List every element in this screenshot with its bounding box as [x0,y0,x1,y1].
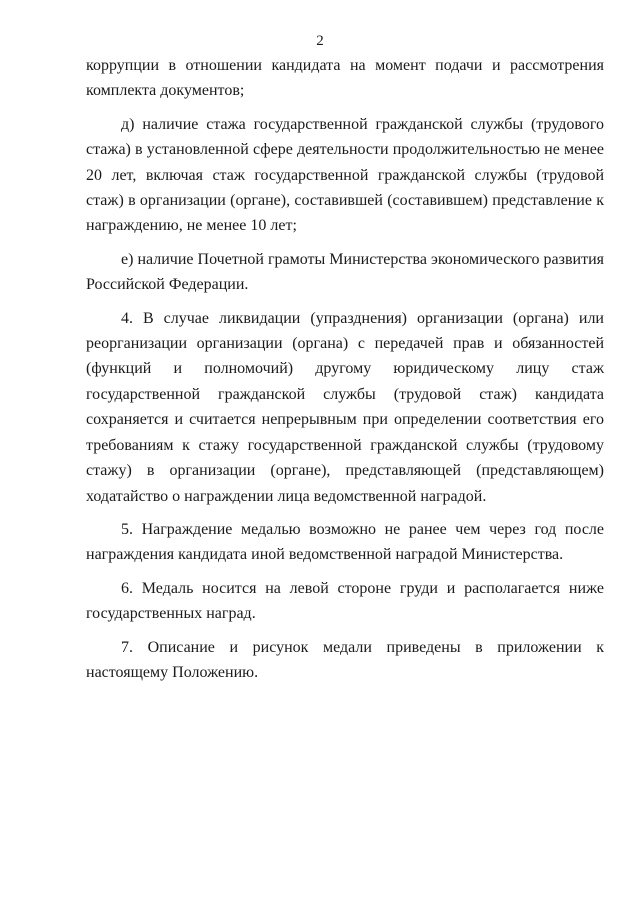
document-body [86,53,604,693]
paragraph-4-liquidation: 4. В случае ликвидации (упразднения) организации (органа) или реорганизации организации (органа) с передачей прав и обязанностей (функций и полномочий) другому юридическому лицу стаж государственной гражданской службы (трудовой стаж) кандидата сохраняется и считается непрерывным при определении соответствия его требованиям к стажу государственной гражданской службы (трудовому стажу) в организации (органе), представляющей (представляющем) ходатайство о награждении лица ведомственной наградой. [86,309,604,505]
page-number: 2 [316,33,324,49]
paragraph-6-wearing-medal: 6. Медаль носится на левой стороне груди и располагается ниже государственных наград. [86,579,604,623]
paragraph-5-award-interval: 5. Награждение медалью возможно не ранее чем через год после награждения кандидата иной ведомственной наградой Министерства. [86,520,604,564]
paragraph-corruption-continuation: коррупции в отношении кандидата на момент подачи и рассмотрения комплекта документов; [86,57,604,100]
paragraph-7-description-reference: 7. Описание и рисунок медали приведены в приложении к настоящему Положению. [86,638,604,681]
paragraph-item-d-service-length: д) наличие стажа государственной гражданской службы (трудового стажа) в установленной сфере деятельности продолжительностью не менее 20 лет, включая стаж государственной гражданской службы (трудовой стаж) в организации (органе), составившей (составившем) представление к награждению, не менее 10 лет; [86,115,604,235]
paragraph-item-e-honorary-diploma: е) наличие Почетной грамоты Министерства экономического развития Российской Федерации. [86,250,604,294]
